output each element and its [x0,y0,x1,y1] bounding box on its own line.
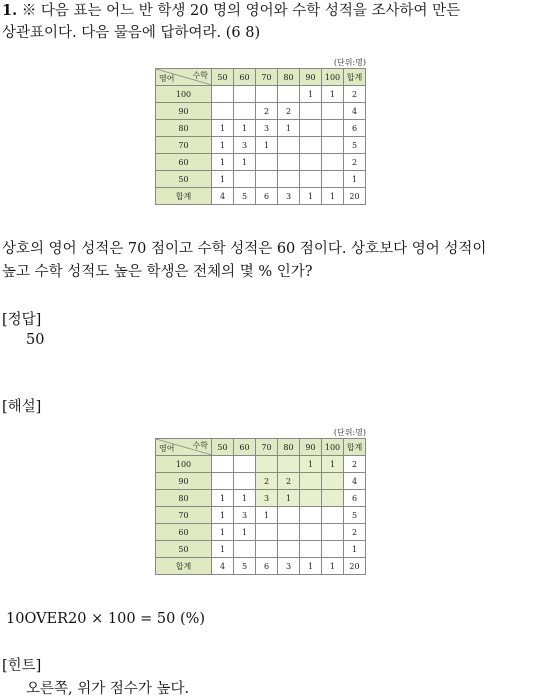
prompt-line1: 상호의 영어 성적은 70 점이고 수학 성적은 60 점이다. 상호보다 영어 성적이 [2,241,487,257]
table-cell: 5 [344,507,366,524]
row-header: 100 [156,86,212,103]
table-cell [322,541,344,558]
table-cell [212,86,234,103]
table-cell: 3 [234,507,256,524]
table-cell [322,524,344,541]
column-header: 60 [234,439,256,456]
table-row [156,103,366,120]
question-block [2,0,532,44]
table-row [156,490,366,507]
table-cell: 1 [278,490,300,507]
column-header: 90 [300,439,322,456]
table-cell [256,524,278,541]
corner-cell [156,439,212,456]
corner-diagonal [156,439,212,455]
table-cell [278,524,300,541]
column-header: 합계 [344,69,366,86]
table-cell [300,120,322,137]
table-cell [322,103,344,120]
table-cell [212,456,234,473]
table-cell: 6 [344,120,366,137]
table-cell [212,473,234,490]
column-header: 70 [256,69,278,86]
table-cell: 1 [344,171,366,188]
table-cell: 1 [212,120,234,137]
table-row [156,507,366,524]
table-cell: 1 [344,541,366,558]
table-cell [234,541,256,558]
table-cell: 5 [234,558,256,575]
row-header: 100 [156,456,212,473]
header-row [156,439,366,456]
table-cell [322,171,344,188]
table-cell [234,456,256,473]
table-row [156,541,366,558]
table-cell: 6 [344,490,366,507]
table-cell [278,86,300,103]
table-cell: 2 [256,473,278,490]
table-cell [300,541,322,558]
table-cell [322,473,344,490]
table-cell: 2 [344,86,366,103]
table-row [156,154,366,171]
table-cell: 1 [300,86,322,103]
table-cell: 1 [212,507,234,524]
table-cell [300,137,322,154]
row-header: 90 [156,473,212,490]
prompt-text [2,238,532,284]
table-cell [300,524,322,541]
question-text-line2: 상관표이다. 다음 물음에 답하여라. (6 8) [2,25,261,41]
question-number: 1. [2,2,18,19]
table-cell: 1 [212,541,234,558]
table-row [156,120,366,137]
table-cell: 2 [344,456,366,473]
column-header: 50 [212,69,234,86]
table-row [156,456,366,473]
correlation-table-2 [155,427,366,575]
table-cell: 1 [322,86,344,103]
table-row [156,558,366,575]
row-header: 90 [156,103,212,120]
table-cell: 4 [212,188,234,205]
table-cell [234,86,256,103]
table-cell: 1 [322,558,344,575]
table-cell [300,171,322,188]
table-cell [300,103,322,120]
table-cell: 1 [212,171,234,188]
table-cell [256,171,278,188]
table-cell [322,490,344,507]
corner-top-label: 수학 [192,441,208,450]
table-cell: 3 [278,188,300,205]
answer-value: 50 [26,332,45,348]
row-header: 합계 [156,558,212,575]
table-cell [212,103,234,120]
table-cell: 1 [212,154,234,171]
table-2-unit: (단위:명) [333,428,366,437]
table-2 [155,438,366,575]
table-1 [155,68,366,205]
table-cell: 4 [344,103,366,120]
row-header: 합계 [156,188,212,205]
row-header: 80 [156,490,212,507]
table-cell: 1 [322,188,344,205]
column-header: 합계 [344,439,366,456]
table-cell: 3 [256,490,278,507]
formula: 10OVER20 × 100 = 50 (%) [6,611,206,627]
table-cell: 1 [212,490,234,507]
table-cell: 1 [278,120,300,137]
row-header: 50 [156,171,212,188]
table-cell: 1 [256,137,278,154]
prompt-line2: 높고 수학 성적도 높은 학생은 전체의 몇 % 인가? [2,264,313,280]
table-cell [278,154,300,171]
question-text-line1: ※ 다음 표는 어느 반 학생 20 명의 영어와 수학 성적을 조사하여 만든 [21,3,461,19]
table-cell: 1 [300,558,322,575]
table-cell: 1 [234,154,256,171]
table-cell [234,171,256,188]
table-row [156,137,366,154]
corner-bottom-label: 영어 [159,74,175,83]
row-header: 70 [156,507,212,524]
column-header: 60 [234,69,256,86]
table-cell: 3 [256,120,278,137]
table-cell: 5 [344,137,366,154]
row-header: 60 [156,524,212,541]
explanation-label: [해설] [2,399,42,415]
column-header: 80 [278,69,300,86]
table-cell: 1 [234,490,256,507]
table-1-unit: (단위:명) [333,58,366,67]
table-cell [256,456,278,473]
column-header: 100 [322,439,344,456]
column-header: 50 [212,439,234,456]
table-cell: 3 [278,558,300,575]
table-cell: 5 [234,188,256,205]
table-cell: 2 [344,154,366,171]
table-cell [322,137,344,154]
correlation-table-1 [155,57,366,205]
table-cell: 1 [256,507,278,524]
table-cell: 6 [256,188,278,205]
row-header: 60 [156,154,212,171]
table-row [156,473,366,490]
hint-text: 오른쪽, 위가 점수가 높다. [26,681,190,697]
column-header: 90 [300,69,322,86]
corner-cell [156,69,212,86]
table-cell: 1 [212,137,234,154]
table-cell: 4 [344,473,366,490]
table-cell: 1 [300,188,322,205]
table-cell [278,507,300,524]
table-row [156,188,366,205]
table-cell [256,86,278,103]
table-cell [300,473,322,490]
table-cell [300,507,322,524]
table-cell [278,541,300,558]
table-cell [234,103,256,120]
table-cell: 1 [322,456,344,473]
table-cell [300,154,322,171]
table-cell: 20 [344,558,366,575]
table-cell: 1 [234,120,256,137]
table-cell: 1 [300,456,322,473]
column-header: 70 [256,439,278,456]
table-cell: 4 [212,558,234,575]
table-cell: 2 [278,473,300,490]
row-header: 50 [156,541,212,558]
table-cell: 2 [256,103,278,120]
corner-bottom-label: 영어 [159,444,175,453]
table-cell: 2 [344,524,366,541]
table-cell [300,490,322,507]
table-cell [278,137,300,154]
table-cell [322,507,344,524]
table-cell [234,473,256,490]
table-cell: 3 [234,137,256,154]
table-cell [322,154,344,171]
header-row [156,69,366,86]
table-row [156,171,366,188]
table-cell [256,541,278,558]
table-cell [322,120,344,137]
row-header: 80 [156,120,212,137]
hint-label: [힌트] [2,658,42,674]
corner-top-label: 수학 [192,71,208,80]
column-header: 100 [322,69,344,86]
answer-label: [정답] [2,312,42,328]
table-cell: 1 [234,524,256,541]
row-header: 70 [156,137,212,154]
table-cell [278,171,300,188]
column-header: 80 [278,439,300,456]
table-cell: 1 [212,524,234,541]
table-cell: 6 [256,558,278,575]
table-row [156,86,366,103]
table-row [156,524,366,541]
corner-diagonal [156,69,212,85]
table-cell [256,154,278,171]
table-cell [278,456,300,473]
table-cell: 20 [344,188,366,205]
table-cell: 2 [278,103,300,120]
